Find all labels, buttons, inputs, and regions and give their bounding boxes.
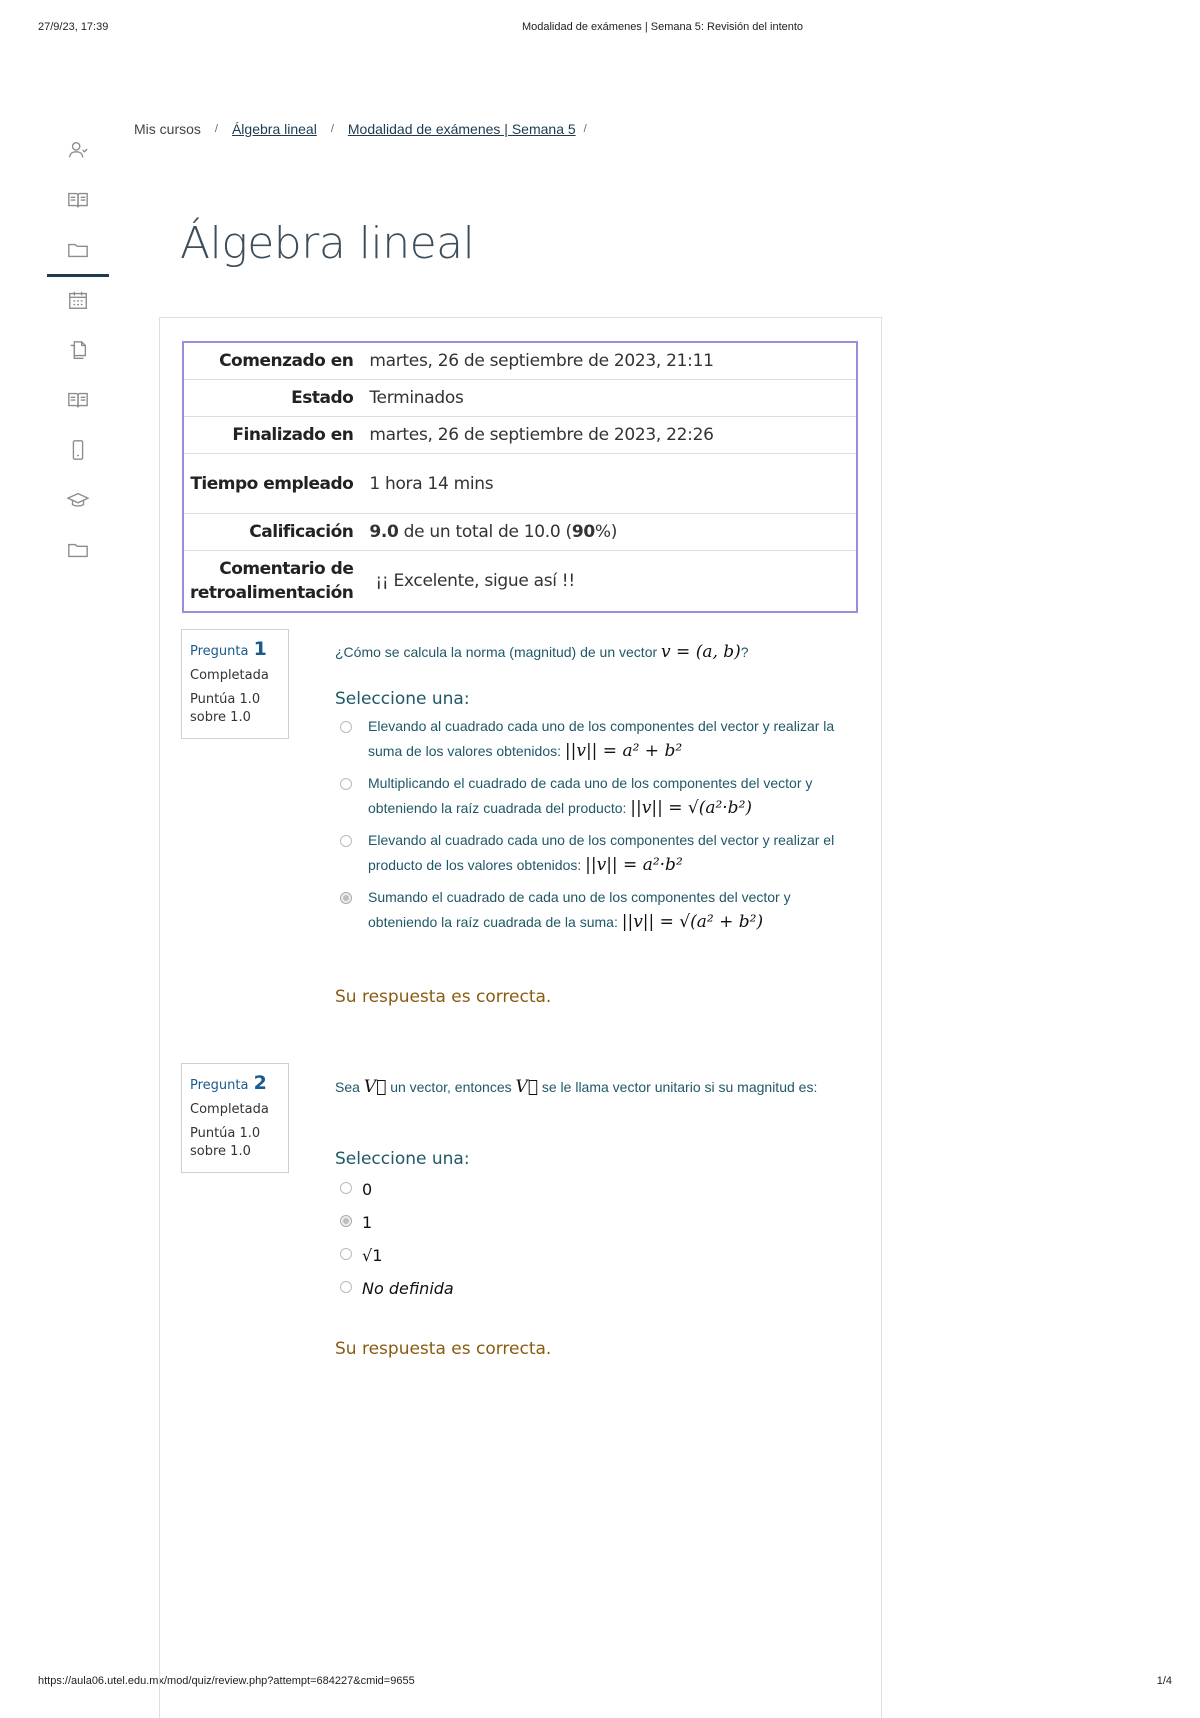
summary-row-started xyxy=(183,342,857,380)
answer-options xyxy=(340,719,860,945)
question-number: 2 xyxy=(253,1072,267,1094)
summary-row-state xyxy=(183,380,857,417)
grade-score: 9.0 xyxy=(369,522,399,542)
question-label: Pregunta xyxy=(190,644,249,659)
question-text xyxy=(335,641,835,663)
question-text xyxy=(335,1076,835,1098)
radio-button[interactable] xyxy=(340,778,352,790)
question-number: 1 xyxy=(253,638,267,660)
question-text-c: se le llama vector unitario si su magnitud es: xyxy=(541,1079,818,1095)
option-text: Multiplicando el cuadrado de cada uno de los componentes del vector y obteniendo la raíz cuadrada del producto: xyxy=(368,775,813,816)
breadcrumb-quiz-link[interactable]: Modalidad de exámenes | Semana 5 xyxy=(347,121,576,137)
user-icon[interactable] xyxy=(45,125,111,175)
summary-value: martes, 26 de septiembre de 2023, 22:26 xyxy=(369,425,714,445)
summary-label: Finalizado en xyxy=(232,425,354,445)
breadcrumb-separator: / xyxy=(214,123,218,135)
summary-row-grade xyxy=(183,514,857,551)
grade-percent: 90 xyxy=(571,522,595,542)
summary-label: Comenzado en xyxy=(219,351,354,371)
breadcrumb-separator: / xyxy=(583,123,587,135)
grade-percent-suffix: %) xyxy=(594,522,618,542)
question-text-b: un vector, entonces xyxy=(390,1079,512,1095)
answer-option[interactable] xyxy=(340,719,860,764)
question-text-body: ¿Cómo se calcula la norma (magnitud) de un vector xyxy=(335,644,658,660)
question-text-end: ? xyxy=(740,644,749,660)
option-math: ||v|| = √(a²·b²) xyxy=(630,798,753,818)
radio-button-checked[interactable] xyxy=(340,1215,352,1227)
mobile-icon[interactable] xyxy=(45,425,111,475)
vector-v-math: V⃗ xyxy=(363,1077,387,1097)
question-grade: Puntúa 1.0 sobre 1.0 xyxy=(190,692,261,725)
option-text: Sumando el cuadrado de cada uno de los componentes del vector y obteniendo la raíz cuadrada de la suma: xyxy=(368,889,791,930)
grade-total: de un total de 10.0 ( xyxy=(398,522,572,542)
attempt-summary-table xyxy=(182,341,858,613)
radio-button[interactable] xyxy=(340,1281,352,1293)
print-url: https://aula06.utel.edu.mx/mod/quiz/review.php?attempt=684227&cmid=9655 xyxy=(38,1675,415,1687)
breadcrumb-separator: / xyxy=(330,123,334,135)
book-icon[interactable] xyxy=(45,375,111,425)
radio-button[interactable] xyxy=(340,721,352,733)
summary-row-feedback xyxy=(183,551,857,613)
calendar-icon[interactable] xyxy=(45,275,111,325)
answer-feedback: Su respuesta es correcta. xyxy=(335,987,552,1007)
radio-button[interactable] xyxy=(340,835,352,847)
print-page-number: 1/4 xyxy=(1156,1675,1172,1687)
summary-value: 1 hora 14 mins xyxy=(369,473,494,494)
option-math: ||v|| = a²·b² xyxy=(585,855,683,875)
answer-option[interactable] xyxy=(340,776,860,821)
answer-option[interactable] xyxy=(340,1180,860,1199)
summary-value: martes, 26 de septiembre de 2023, 21:11 xyxy=(369,351,714,371)
radio-button[interactable] xyxy=(340,1182,352,1194)
question-state: Completada xyxy=(190,1102,269,1117)
breadcrumb-course-link[interactable]: Álgebra lineal xyxy=(231,121,317,137)
answer-options xyxy=(340,1180,860,1308)
question-info xyxy=(181,1063,289,1173)
copy-icon[interactable] xyxy=(45,325,111,375)
question-state: Completada xyxy=(190,668,269,683)
print-date: 27/9/23, 17:39 xyxy=(38,21,109,33)
summary-label: Estado xyxy=(291,388,354,408)
breadcrumb-my-courses[interactable]: Mis cursos xyxy=(134,121,201,137)
answer-prompt: Seleccione una: xyxy=(335,1149,470,1169)
folder-icon[interactable] xyxy=(45,525,111,575)
summary-label: Calificación xyxy=(249,522,354,542)
page-title: Álgebra lineal xyxy=(180,218,475,269)
answer-prompt: Seleccione una: xyxy=(335,689,470,709)
folder-icon[interactable] xyxy=(45,225,111,275)
question-label: Pregunta xyxy=(190,1078,249,1093)
summary-value: ¡¡ Excelente, sigue así !! xyxy=(375,571,575,591)
option-text: Elevando al cuadrado cada uno de los componentes del vector y realizar el producto de los valores obtenidos: xyxy=(368,832,835,873)
option-value: No definida xyxy=(362,1279,454,1298)
answer-option-selected[interactable] xyxy=(340,1213,860,1232)
summary-row-finished xyxy=(183,417,857,454)
summary-value: Terminados xyxy=(369,388,464,408)
answer-option[interactable] xyxy=(340,1279,860,1298)
question-math: v = (a, b) xyxy=(661,642,741,662)
question-info xyxy=(181,629,289,739)
option-math: ||v|| = √(a² + b²) xyxy=(621,912,764,932)
summary-label: Tiempo empleado xyxy=(190,473,354,494)
option-value: 0 xyxy=(362,1180,373,1199)
option-value: √1 xyxy=(362,1246,383,1265)
answer-option[interactable] xyxy=(340,1246,860,1265)
summary-label: Comentario de retroalimentación xyxy=(190,559,354,603)
summary-value xyxy=(369,514,857,551)
breadcrumb xyxy=(134,121,587,137)
vector-v-math: V⃗ xyxy=(515,1077,538,1097)
answer-option-selected[interactable] xyxy=(340,890,860,935)
option-text: Elevando al cuadrado cada uno de los componentes del vector y realizar la suma de los valores obtenidos: xyxy=(368,718,835,759)
option-value: 1 xyxy=(362,1213,373,1232)
radio-button[interactable] xyxy=(340,1248,352,1260)
course-sidebar xyxy=(45,125,111,575)
graduation-cap-icon[interactable] xyxy=(45,475,111,525)
summary-row-time-taken xyxy=(183,454,857,514)
radio-button-checked[interactable] xyxy=(340,892,352,904)
answer-feedback: Su respuesta es correcta. xyxy=(335,1339,552,1359)
print-title: Modalidad de exámenes | Semana 5: Revisión del intento xyxy=(521,21,804,33)
question-text-a: Sea xyxy=(335,1079,360,1095)
option-math: ||v|| = a² + b² xyxy=(564,741,683,761)
book-icon[interactable] xyxy=(45,175,111,225)
question-grade: Puntúa 1.0 sobre 1.0 xyxy=(190,1126,261,1159)
answer-option[interactable] xyxy=(340,833,860,878)
